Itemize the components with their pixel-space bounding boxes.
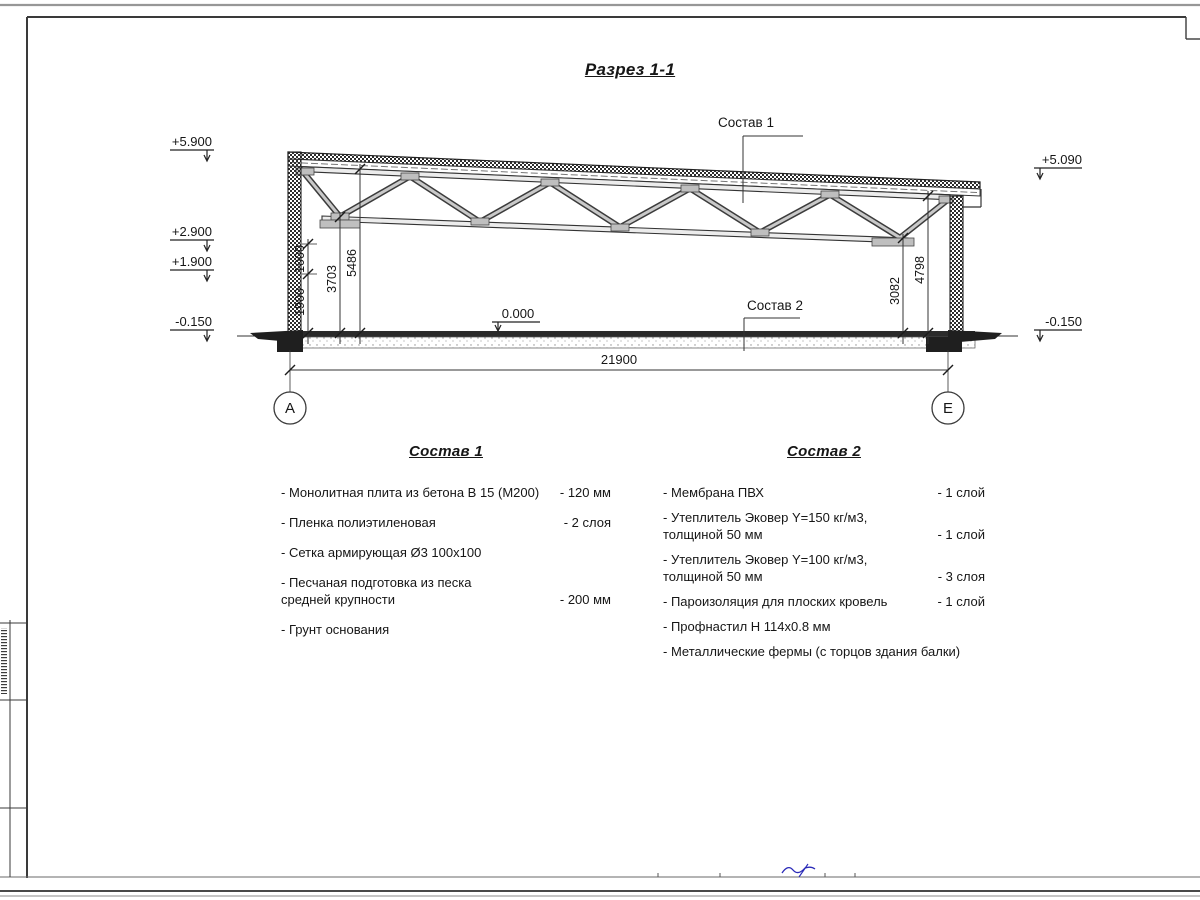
floor-level-mark (492, 306, 540, 331)
list-item: - Утеплитель Эковер Y=100 кг/м3, толщиной 50 мм - 3 слоя (663, 552, 985, 584)
svg-text:+5.900: +5.900 (171, 134, 212, 149)
floor-slab (237, 330, 1018, 352)
callout-floor-label: Состав 2 (747, 298, 803, 313)
list-item: - Мембрана ПВХ - 1 слой (663, 485, 985, 500)
dim-label: 3082 (888, 277, 902, 305)
elevation-mark (170, 254, 214, 281)
axis-label-left: А (284, 400, 296, 417)
list-item: - Грунт основания (281, 622, 390, 637)
bottom-marks (658, 873, 855, 877)
axis-bubbles (274, 392, 964, 424)
axis-label-right: Е (942, 400, 954, 417)
dim-label: 1000 (293, 245, 307, 273)
elevation-mark (170, 134, 214, 161)
list-item: - Монолитная плита из бетона В 15 (М200) - 120 мм (281, 485, 611, 500)
composition-2-heading: Состав 2 (787, 443, 861, 460)
span-dimension (285, 350, 953, 392)
elevation-marks-left (170, 134, 214, 341)
svg-text:+1.900: +1.900 (171, 254, 212, 269)
elevation-marks-right (1034, 152, 1082, 341)
drawing-title: Разрез 1-1 (584, 60, 676, 79)
svg-text:-0.150: -0.150 (1045, 314, 1082, 329)
composition-list-2 (663, 443, 985, 668)
signature-scribble (782, 864, 815, 877)
list-item: - Пароизоляция для плоских кровель - 1 слой (663, 594, 985, 609)
callout-leaders (743, 136, 803, 351)
dim-label: 5486 (345, 249, 359, 277)
list-item: - Профнастил Н 114х0.8 мм (663, 619, 831, 634)
elevation-mark (170, 314, 214, 341)
sheet-stamp-column (0, 620, 27, 877)
svg-text:-0.150: -0.150 (175, 314, 212, 329)
dimensions-left (293, 164, 365, 344)
list-item: - Пленка полиэтиленовая - 2 слоя (281, 515, 611, 530)
elevation-mark (170, 224, 214, 251)
svg-text:0.000: 0.000 (501, 306, 535, 321)
dim-label: 1900 (293, 288, 307, 316)
callout-roof-label: Состав 1 (718, 115, 774, 130)
roof-assembly (288, 152, 981, 207)
list-item: - Утеплитель Эковер Y=150 кг/м3, толщиной 50 мм - 1 слой (663, 510, 985, 542)
stamp-vertical-text (1, 628, 9, 694)
list-item: - Металлические фермы (с торцов здания балки) (663, 644, 961, 659)
dim-label: 4798 (913, 256, 927, 284)
dim-label: 21900 (600, 352, 638, 367)
right-wall (950, 196, 963, 332)
dim-label: 3703 (325, 265, 339, 293)
svg-text:+2.900: +2.900 (171, 224, 212, 239)
elevation-mark (1034, 152, 1082, 179)
list-item: - Песчаная подготовка из песка средней крупности - 200 мм (281, 575, 611, 607)
list-item: - Сетка армирующая Ø3 100х100 (281, 545, 482, 560)
composition-1-heading: Состав 1 (409, 443, 483, 460)
elevation-mark (1034, 314, 1082, 341)
svg-text:+5.090: +5.090 (1041, 152, 1082, 167)
composition-list-1 (281, 443, 611, 651)
